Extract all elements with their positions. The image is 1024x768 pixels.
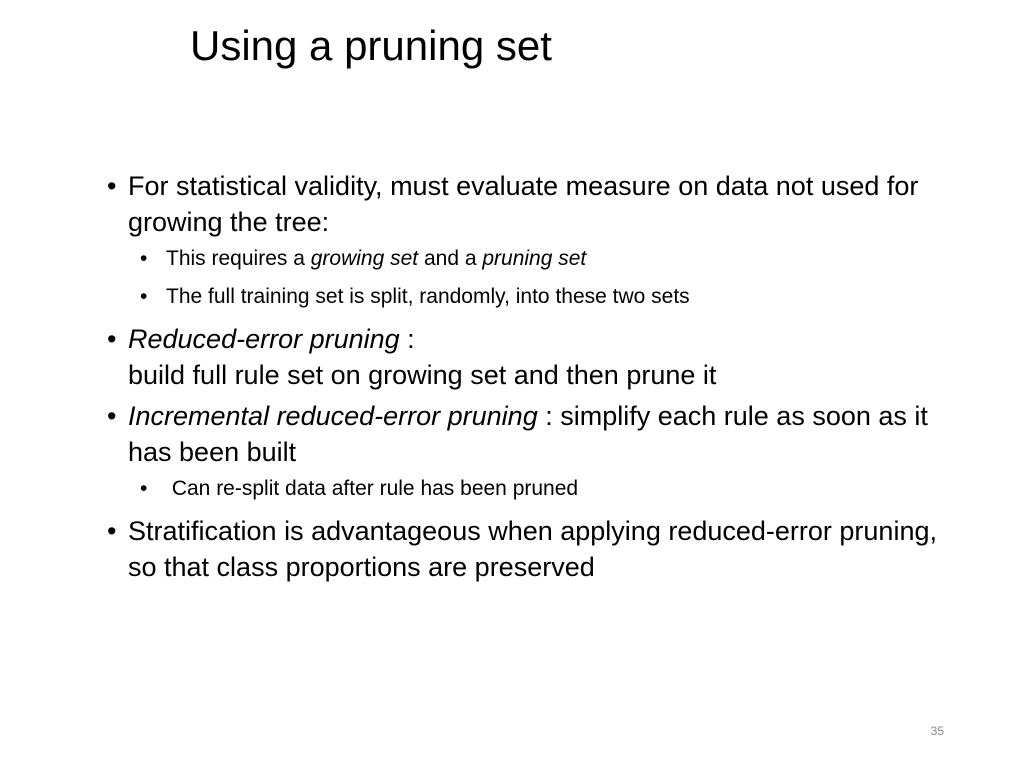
- bullet-text: The full training set is split, randomly, into these two sets: [166, 285, 690, 308]
- bullet-text: For statistical validity, must evaluate measure on data not used for growing the tree:: [128, 171, 919, 237]
- sub-bullet-item: [107, 245, 967, 273]
- bullet-dot-icon: •: [140, 477, 148, 500]
- bullet-text-italic: pruning set: [482, 247, 587, 270]
- bullet-dot-icon: •: [140, 247, 148, 270]
- bullet-text: :: [399, 324, 415, 354]
- bullet-text-italic: growing set: [310, 247, 419, 270]
- bullet-text: This requires a: [166, 247, 311, 270]
- bullet-dot-icon: •: [107, 171, 117, 201]
- bullet-text: Can re-split data after rule has been pruned: [166, 477, 579, 500]
- bullet-item: [107, 168, 967, 240]
- bullet-list: [107, 168, 967, 590]
- sub-bullet-item: [107, 283, 967, 311]
- bullet-dot-icon: •: [107, 401, 117, 431]
- sub-bullet-item: [107, 475, 967, 503]
- bullet-dot-icon: •: [140, 285, 148, 308]
- bullet-text: and a: [418, 247, 483, 270]
- bullet-item: [107, 513, 967, 585]
- page-number: 35: [930, 724, 944, 738]
- bullet-dot-icon: •: [107, 324, 117, 354]
- bullet-dot-icon: •: [107, 516, 117, 546]
- bullet-text-italic: Reduced-error pruning: [128, 324, 400, 354]
- bullet-text-italic: Incremental reduced-error pruning: [128, 401, 538, 431]
- slide-title: Using a pruning set: [190, 22, 552, 69]
- bullet-text: : simplify each rule as soon as it has been built: [128, 401, 928, 467]
- bullet-item: [107, 321, 967, 393]
- bullet-text: build full rule set on growing set and then prune it: [128, 360, 717, 390]
- bullet-item: [107, 398, 967, 470]
- bullet-text: Stratification is advantageous when applying reduced-error pruning, so that class proportions are preserved: [128, 516, 937, 582]
